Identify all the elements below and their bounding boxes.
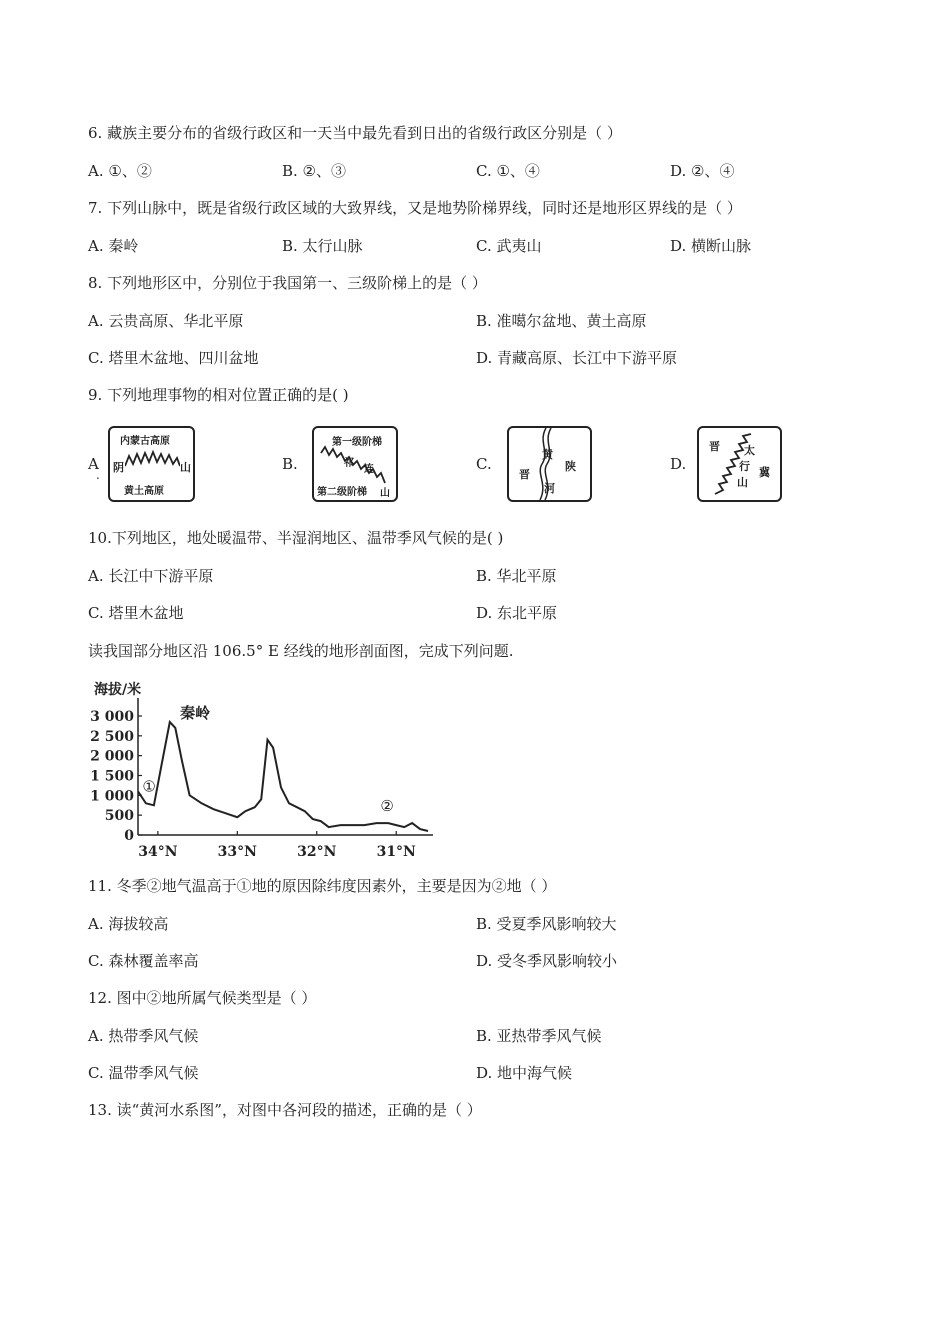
point-2-label: ② [380,797,394,816]
q9-figure-c[interactable] [507,426,592,502]
q8-option-b[interactable]: B. 准噶尔盆地、黄土高原 [476,312,647,330]
q7-option-b[interactable]: B. 太行山脉 [282,237,363,255]
figa-top: 内蒙古高原 [120,436,170,447]
q6-option-a[interactable]: A. ①、② [88,162,152,180]
x-tick-label: 31°N [376,844,416,860]
q6-option-b[interactable]: B. ②、③ [282,162,347,180]
y-tick-label: 3 000 [90,709,134,725]
q7-stem: 7. 下列山脉中，既是省级行政区域的大致界线，又是地势阶梯界线，同时还是地形区界线的是（ ） [88,199,742,217]
q8-option-c[interactable]: C. 塔里木盆地、四川盆地 [88,349,259,367]
figc-river2: 河 [544,482,555,495]
y-axis-label: 海拔/米 [94,682,142,698]
q8-stem: 8. 下列地形区中，分别位于我国第一、三级阶梯上的是（ ） [88,274,487,292]
figc-left: 晋 [519,468,530,481]
q10-option-a[interactable]: A. 长江中下游平原 [88,567,214,585]
q13-stem: 13. 读“黄河水系图”，对图中各河段的描述，正确的是（ ） [88,1101,482,1119]
figb-mid1: 祁 [344,458,354,469]
q10-stem: 10.下列地区，地处暖温带、半湿润地区、温带季风气候的是( ) [88,529,504,547]
q9-figure-a[interactable] [108,426,195,502]
q10-option-b[interactable]: B. 华北平原 [476,567,557,585]
q12-option-a[interactable]: A. 热带季风气候 [88,1027,199,1045]
q11-option-b[interactable]: B. 受夏季风影响较大 [476,915,617,933]
figd-r2: 行 [739,460,750,473]
x-tick-label: 34°N [138,844,178,860]
figa-bottom: 黄土高原 [124,486,164,497]
y-tick-label: 0 [124,828,134,844]
peak-label-qinling: 秦岭 [180,703,211,722]
q9-label-a-dot: . [96,468,100,482]
figd-right: 冀 [759,466,770,479]
q7-option-d[interactable]: D. 横断山脉 [670,237,752,255]
q8-option-d[interactable]: D. 青藏高原、长江中下游平原 [476,349,678,367]
q9-figure-d[interactable] [697,426,782,502]
section-intro: 读我国部分地区沿 106.5° E 经线的地形剖面图，完成下列问题. [88,642,514,660]
q6-option-c[interactable]: C. ①、④ [476,162,540,180]
figb-bottom: 第二级阶梯 [317,487,367,498]
q11-option-a[interactable]: A. 海拔较高 [88,915,169,933]
q11-option-d[interactable]: D. 受冬季风影响较小 [476,952,618,970]
figd-r1: 太 [744,444,755,457]
figb-mtn: 山 [380,488,390,499]
figa-right: 山 [180,461,191,474]
q9-figure-b[interactable] [312,426,398,502]
q6-stem: 6. 藏族主要分布的省级行政区和一天当中最先看到日出的省级行政区分别是（ ） [88,124,622,142]
figa-left: 阴 [113,461,124,474]
y-tick-label: 2 000 [90,748,134,765]
figb-top: 第一级阶梯 [332,437,382,448]
q12-option-d[interactable]: D. 地中海气候 [476,1064,573,1082]
q12-stem: 12. 图中②地所属气候类型是（ ） [88,989,317,1007]
q7-option-c[interactable]: C. 武夷山 [476,237,542,255]
figb-mid2: 连 [364,464,374,475]
q9-label-a[interactable]: A [88,455,99,473]
q9-label-d[interactable]: D. [670,455,687,473]
y-tick-label: 1 000 [90,788,134,805]
q12-option-c[interactable]: C. 温带季风气候 [88,1064,199,1082]
mountain-range-icon [125,448,180,470]
figd-left: 晋 [709,440,720,453]
y-tick-label: 1 500 [90,768,134,785]
terrain-profile-chart [88,676,438,866]
figc-river1: 黄 [542,448,553,461]
x-tick-label: 33°N [217,844,257,860]
figd-r3: 山 [737,476,748,489]
point-1-label: ① [142,777,156,796]
q6-option-d[interactable]: D. ②、④ [670,162,735,180]
q9-label-b[interactable]: B. [282,455,298,473]
y-tick-label: 2 500 [90,728,134,745]
q10-option-d[interactable]: D. 东北平原 [476,604,558,622]
q10-option-c[interactable]: C. 塔里木盆地 [88,604,184,622]
figc-right: 陕 [565,460,576,473]
x-tick-label: 32°N [297,844,337,860]
q12-option-b[interactable]: B. 亚热带季风气候 [476,1027,602,1045]
q7-option-a[interactable]: A. 秦岭 [88,237,139,255]
q8-option-a[interactable]: A. 云贵高原、华北平原 [88,312,244,330]
q9-label-c[interactable]: C. [476,455,492,473]
q11-option-c[interactable]: C. 森林覆盖率高 [88,952,199,970]
mountain-range-icon [319,443,391,488]
q9-stem: 9. 下列地理事物的相对位置正确的是( ) [88,386,349,404]
y-tick-label: 500 [104,808,134,825]
q11-stem: 11. 冬季②地气温高于①地的原因除纬度因素外，主要是因为②地（ ） [88,877,557,895]
